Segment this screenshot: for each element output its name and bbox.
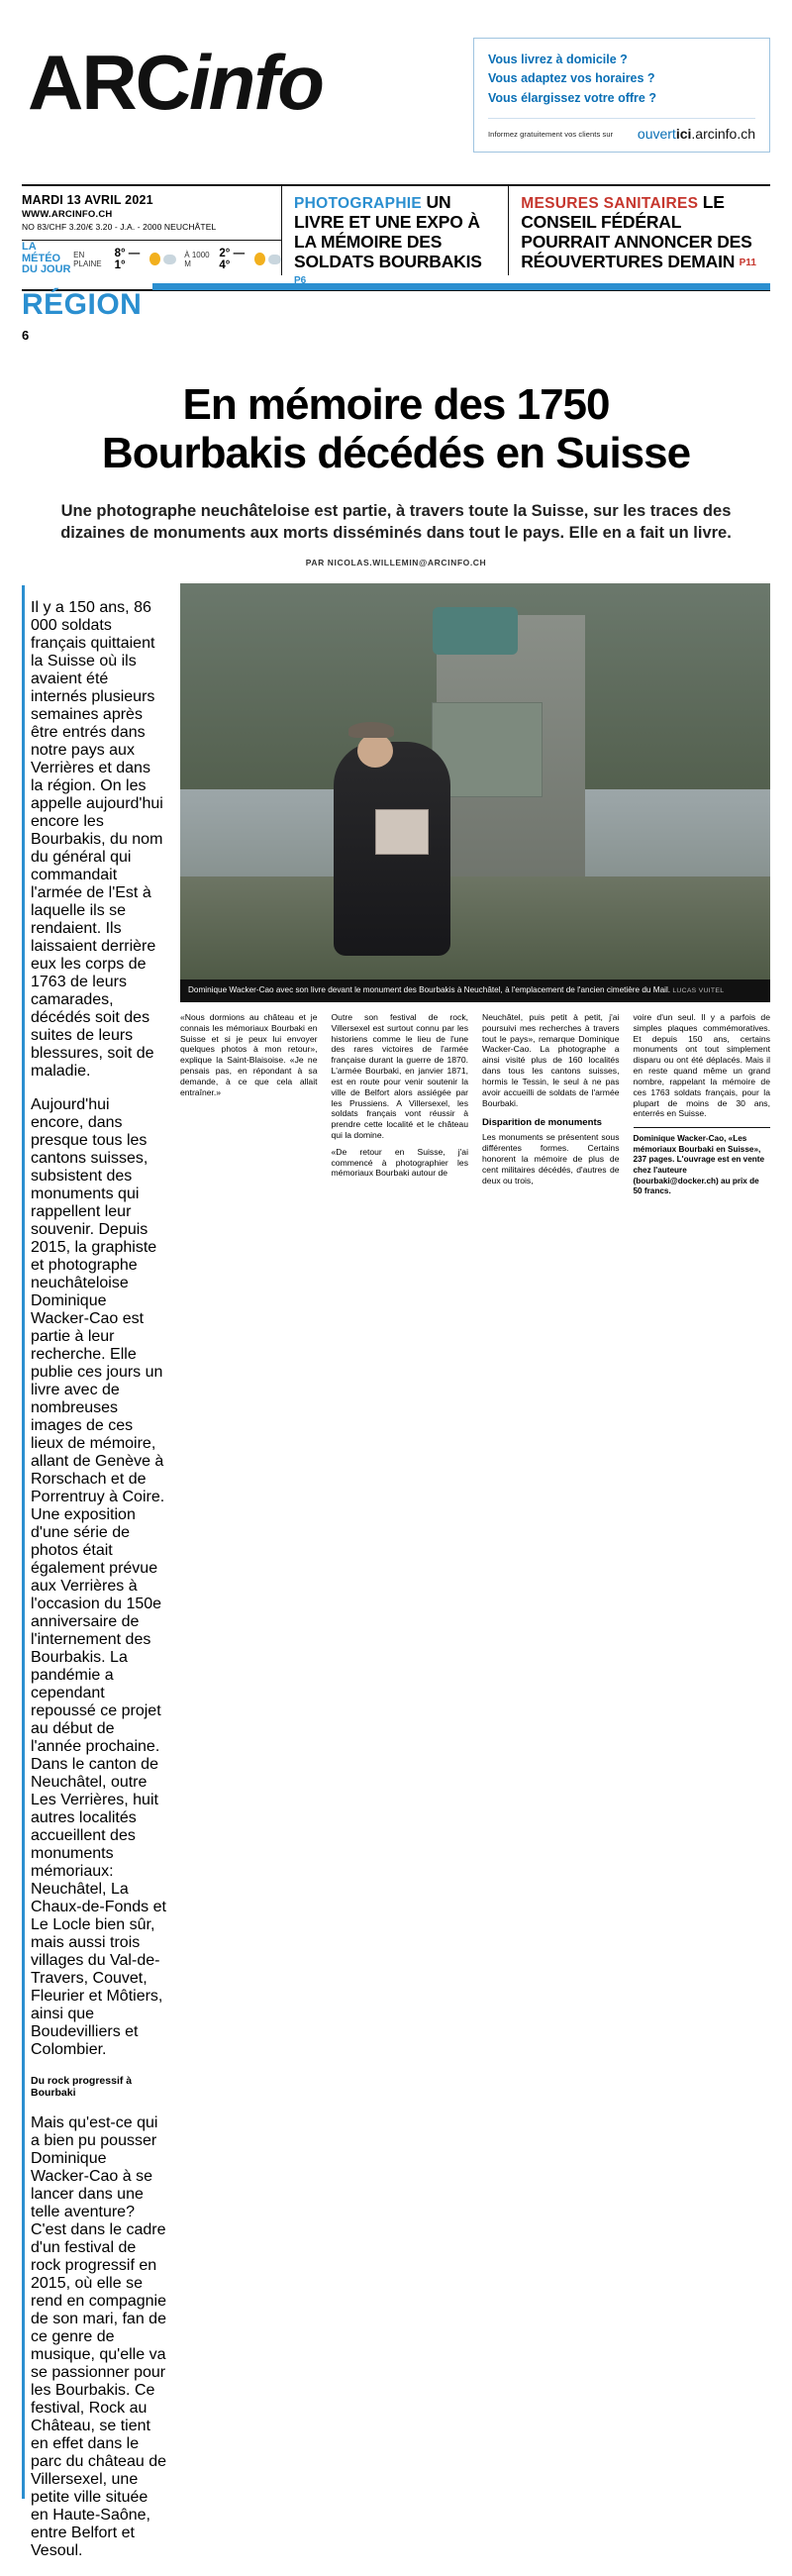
weather-widget [22,240,281,277]
photo-caption [180,979,770,1002]
photo-person-head [357,734,393,768]
edition-website: WWW.ARCINFO.CH [22,209,113,220]
article-headline [22,380,770,478]
page-number: 6 [22,328,30,343]
weather-plain-label: EN PLAINE [73,250,102,268]
column-accent-rule [22,585,25,2499]
brand-ouvert-text: ouvert [637,126,676,143]
lower-columns [180,1012,770,1197]
paragraph: Mais qu'est-ce qui a bien pu pousser Dominique Wacker-Cao à se lancer dans une telle aventure? C'est dans le cadre d'un festival de rock progressif en 2015, où elle se rend en compagnie de son mari, fan de ce genre de musique, qu'elle va se passionner pour les Bourbakis. Ce festival, Rock au Château, se tient en effet dans le parc du château de Villersexel, une petite ville située en Haute-Saône, entre Belfort et Vesoul. [31,2114,166,2560]
cloud-icon-alt [268,255,281,264]
weather-title-line2: DU JOUR [22,263,71,276]
weather-title-line1: LA MÉTÉO [22,241,61,264]
article-photo [180,583,770,979]
weather-title [22,242,73,276]
info-bar [22,184,770,286]
column-5 [634,1012,771,1197]
weather-alt-temps: 2° — 4° [219,247,246,271]
photo-ground [180,876,770,979]
sun-icon-alt [254,253,265,265]
teaser2-kicker: MESURES SANITAIRES [521,195,699,212]
teaser1-headline: UN LIVRE ET UNE EXPO À LA MÉMOIRE DES SOLDATS BOURBAKIS [294,192,482,271]
teaser1-page: P6 [294,275,307,286]
photo-monument-emblem [433,607,518,655]
paragraph: Aujourd'hui encore, dans presque tous les cantons suisses, subsistent des monuments qui rappellent leur souvenir. Depuis 2015, la graphiste et photographe neuchâteloise Dominique Wacker-Cao est partie à leur recherche. Elle publie ces jours un livre avec de nombreuses images de ces lieux de mémoire, allant de Genève à Rorschach et de Porrentruy à Coire. Une exposition d'une série de photos était également prévue aux Verrières à l'occasion du 150e anniversaire de l'internement des Bourbakis. La pandémie a cependant repoussé ce projet au début de l'année prochaine. Dans le canton de Neuchâtel, outre Les Verrières, huit autres localités accueillent des monuments mémoriaux: Neuchâtel, La Chaux-de-Fonds et Le Locle bien sûr, mais aussi trois villages du Val-de-Travers, Couvet, Fleurier et Môtiers, ainsi que Boudevilliers et Colombier. [31,1096,166,2059]
promo-line-2: Vous adaptez vos horaires ? [488,71,655,86]
logo-info-text: info [189,39,323,126]
arcinfo-logo [28,39,323,126]
edition-issue: NO 83/CHF 3.20/€ 3.20 - J.A. - 2000 NEUCHÂTEL [22,222,217,232]
weather-plain-temps: 8° — 1° [114,247,141,271]
teaser-mesures-sanitaires[interactable] [508,186,770,275]
subheading-disparition-de-monuments: Disparition de monuments [482,1117,602,1129]
column-4 [482,1012,620,1197]
section-header [22,289,770,343]
headline-line-2: Bourbakis décédés en Suisse [101,429,691,478]
promo-advert-box[interactable] [473,38,770,153]
section-rule-bar [152,283,770,290]
photo-credit: LUCAS VUITEL [672,987,725,995]
teaser2-page: P11 [739,258,756,268]
paragraph: Il y a 150 ans, 86 000 soldats français quittaient la Suisse où ils avaient été internés plusieurs semaines après être entrés dans notre pays aux Verrières et dans la région. On les appelle aujourd'hui encore les Bourbakis, du nom du général qui commandait l'armée de l'Est à laquelle ils se rendaient. Ils laissaient derrière eux les corps de 1763 de leurs camarades, décédés soit des suites de leurs blessures, soit de maladie. [31,599,163,1081]
masthead [22,0,770,178]
photo-caption-text: Dominique Wacker-Cao avec son livre devant le monument des Bourbakis à Neuchâtel, à l'emplacement de l'ancien cimetière du Mail. [188,985,671,995]
article-byline: PAR NICOLAS.WILLEMIN@ARCINFO.CH [305,558,487,568]
column-2 [180,1012,318,1197]
edition-date: MARDI 13 AVRIL 2021 [22,193,153,207]
promo-footer-note: Informez gratuitement vos clients sur [488,129,614,139]
cloud-icon [163,255,176,264]
brand-domain-text: .arcinfo.ch [691,126,755,143]
subheading-du-rock-progressif: Du rock progressif à Bourbaki [31,2075,133,2100]
promo-line-1: Vous livrez à domicile ? [488,52,628,66]
logo-arc-text: ARC [28,39,189,126]
teaser-photographie[interactable] [281,186,508,286]
paragraph: Les monuments se présentent sous différentes formes. Certains honorent la mémoire de plus de cent militaires décédés, d'autres de deux ou trois, [482,1132,620,1185]
teaser1-kicker: PHOTOGRAPHIE [294,195,423,212]
weather-alt-label: À 1000 M [184,250,210,268]
promo-line-3: Vous élargissez votre offre ? [488,90,656,105]
paragraph: «De retour en Suisse, j'ai commencé à photographier les mémoriaux Bourbaki autour de [331,1146,468,1179]
paragraph: voire d'un seul. Il y a parfois de simples plaques commémoratives. Et depuis 150 ans, certains monuments ont tout simplement disparu ou ont été déplacés. Mais il en reste quand même un grand nombre, rappelant la mémoire de ces 1763 soldats français, pour la plupart de moins de 30 ans, enterrés en Suisse. [633,1011,770,1119]
ouvertici-brand [638,126,755,142]
paragraph: Outre son festival de rock, Villersexel est surtout connu par les historiens comme le lieu de l'une des rares victoires de l'armée française durant la guerre de 1870. L'armée Bourbaki, en janvier 1871, est en route pour venir soutenir la ville de Belfort alors assiégée par les Prussiens. A Villersexel, les soldats français vont réussir à prendre cette localité et le château qui la domine. [331,1011,468,1140]
sun-icon [149,253,160,265]
brand-ici-text: ici [675,126,692,143]
photo-person-book [375,809,429,855]
column-1 [22,583,166,2576]
teaser2-headline: LE CONSEIL FÉDÉRAL POURRAIT ANNONCER DES RÉOUVERTURES DEMAIN [521,192,752,271]
top-columns [22,583,770,2576]
column-3 [332,1012,469,1197]
book-info-box: Dominique Wacker-Cao, «Les mémoriaux Bourbaki en Suisse», 237 pages. L'ouvrage est en vente chez l'auteure (bourbaki@docker.ch) au prix de 50 francs. [634,1127,771,1197]
headline-line-1: En mémoire des 1750 [182,380,610,429]
photo-person-hat [348,722,394,738]
edition-info [22,186,281,275]
article-body [22,583,770,2576]
article-standfirst: Une photographe neuchâteloise est partie, à travers toute la Suisse, sur les traces des dizaines de monuments aux morts disséminés dans tout le pays. Elle en a fait un livre. [60,501,732,542]
promo-footer [488,118,755,142]
section-title: RÉGION [22,288,143,321]
paragraph: Neuchâtel, puis petit à petit, j'ai poursuivi mes recherches à travers tout le pays», remarque Dominique Wacker-Cao. La photographe a ainsi visité plus de 160 localités dans tous les cantons suisses, hormis le Tessin, le seul à ne pas avoir accueilli de soldats de l'armée Bourbaki. [482,1011,620,1108]
paragraph: «Nous dormions au château et je connais les mémoriaux Bourbaki en Suisse et si je peux lui envoyer quelques photos à mon retour», explique la Saint-Blaisoise. «Je ne pensais pas, en répondant à sa demande, à ce que cela allait entraîner.» [180,1011,318,1097]
article-photo-block [180,583,770,2576]
